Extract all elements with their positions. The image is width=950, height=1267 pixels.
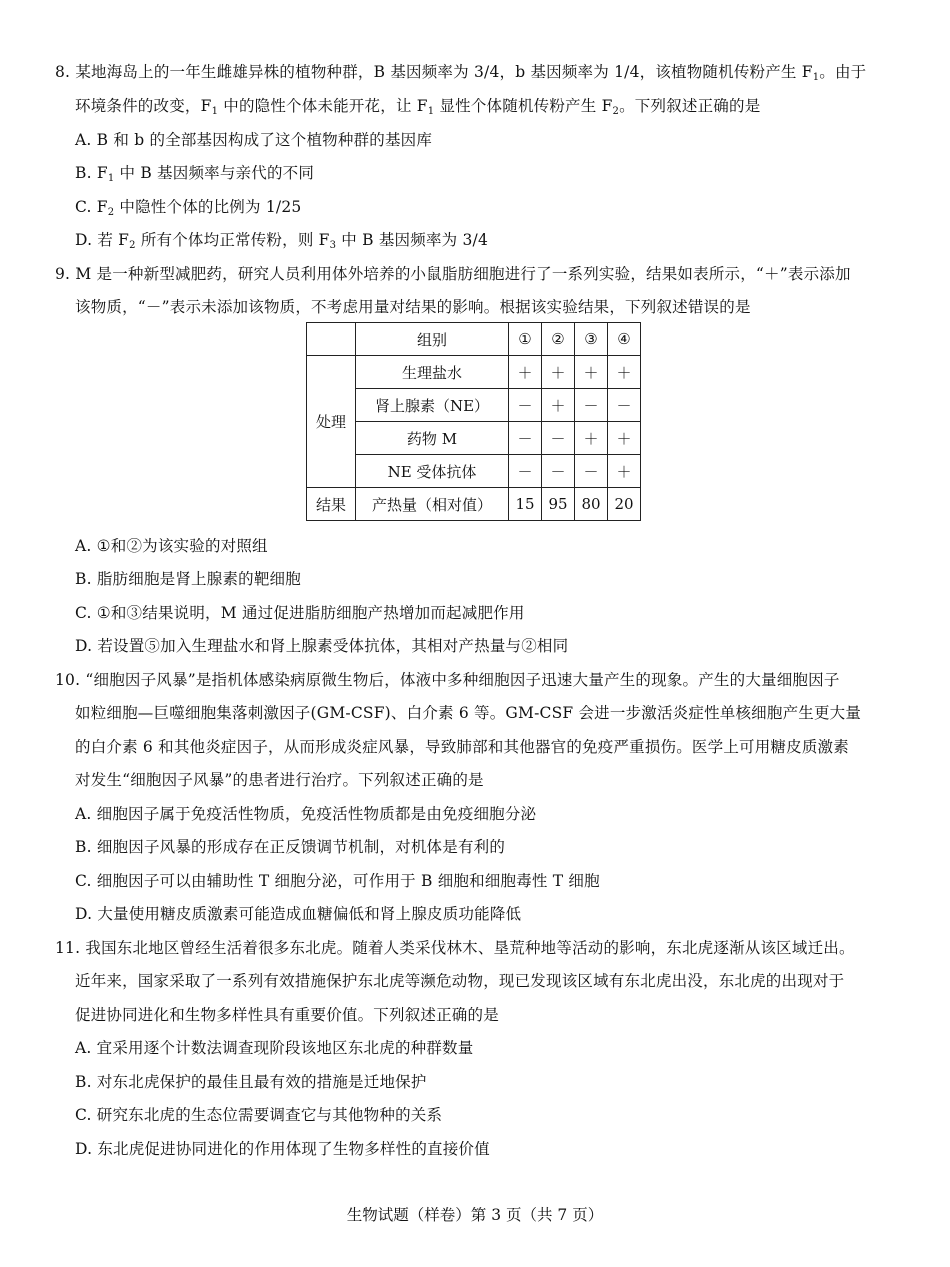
- group-id: ④: [608, 323, 641, 356]
- q10-stem-line1: 10. “细胞因子风暴”是指机体感染病原微生物后，体液中多种细胞因子迅速大量产生的现象。产生的大量细胞因子: [55, 671, 840, 689]
- experiment-table: [306, 322, 641, 521]
- table-cell: ＋: [608, 455, 641, 488]
- table-row: [307, 455, 641, 488]
- q10-stem-line3: 的白介素 6 和其他炎症因子，从而形成炎症风暴，导致肺部和其他器官的免疫严重损伤。医学上可用糖皮质激素: [75, 738, 849, 756]
- table-cell: ＋: [542, 356, 575, 389]
- q11-stem-line1: 11. 我国东北地区曾经生活着很多东北虎。随着人类采伐林木、垦荒种地等活动的影响，东北虎逐渐从该区域迁出。: [55, 939, 855, 957]
- q9-option-a: A. ①和②为该实验的对照组: [75, 537, 268, 555]
- q9-stem-line2: 该物质，“－”表示未添加该物质，不考虑用量对结果的影响。根据该实验结果，下列叙述错误的是: [75, 298, 751, 316]
- table-cell: ＋: [575, 356, 608, 389]
- q8-option-b: B. $F_1$ 中 B 基因频率与亲代的不同: [75, 164, 315, 184]
- row-name: 药物 M: [356, 422, 509, 455]
- q8-option-a: A. B 和 b 的全部基因构成了这个植物种群的基因库: [75, 131, 433, 149]
- table-cell: －: [542, 422, 575, 455]
- table-cell: －: [509, 422, 542, 455]
- table-cell: －: [509, 455, 542, 488]
- group-id: ①: [509, 323, 542, 356]
- treatment-label: 处理: [307, 356, 356, 488]
- table-cell: －: [608, 389, 641, 422]
- table-cell: ＋: [608, 356, 641, 389]
- q11-stem-line3: 促进协同进化和生物多样性具有重要价值。下列叙述正确的是: [75, 1006, 499, 1024]
- table-row: [307, 356, 641, 389]
- table-cell: 95: [542, 488, 575, 521]
- q9-option-d: D. 若设置⑤加入生理盐水和肾上腺素受体抗体，其相对产热量与②相同: [75, 637, 569, 655]
- q11-option-c: C. 研究东北虎的生态位需要调查它与其他物种的关系: [75, 1106, 443, 1124]
- table-cell: ＋: [608, 422, 641, 455]
- row-name: 肾上腺素（NE）: [356, 389, 509, 422]
- q10-option-a: A. 细胞因子属于免疫活性物质，免疫活性物质都是由免疫细胞分泌: [75, 805, 537, 823]
- row-name: 生理盐水: [356, 356, 509, 389]
- q10-option-c: C. 细胞因子可以由辅助性 T 细胞分泌，可作用于 B 细胞和细胞毒性 T 细胞: [75, 872, 600, 890]
- table-result-row: [307, 488, 641, 521]
- q10-stem-line4: 对发生“细胞因子风暴”的患者进行治疗。下列叙述正确的是: [75, 771, 484, 789]
- table-row: [307, 422, 641, 455]
- table-cell: ＋: [542, 389, 575, 422]
- table-header-row: [307, 323, 641, 356]
- table-cell: ＋: [509, 356, 542, 389]
- table-cell: 20: [608, 488, 641, 521]
- table-cell: －: [575, 455, 608, 488]
- q11-option-b: B. 对东北虎保护的最佳且最有效的措施是迁地保护: [75, 1073, 427, 1091]
- table-row: [307, 389, 641, 422]
- result-label: 结果: [307, 488, 356, 521]
- page-footer: 生物试题（样卷）第 3 页（共 7 页）: [346, 1206, 604, 1224]
- table-cell: 15: [509, 488, 542, 521]
- table-cell: －: [575, 389, 608, 422]
- group-id: ②: [542, 323, 575, 356]
- table-cell: －: [509, 389, 542, 422]
- q8-stem-line2: 环境条件的改变，$F_1$ 中的隐性个体未能开花，让 $F_1$ 显性个体随机传粉产生 $F_2$。下列叙述正确的是: [75, 97, 761, 117]
- q9-option-b: B. 脂肪细胞是肾上腺素的靶细胞: [75, 570, 301, 588]
- q11-stem-line2: 近年来，国家采取了一系列有效措施保护东北虎等濒危动物，现已发现该区域有东北虎出没，东北虎的出现对于: [75, 972, 845, 990]
- q11-option-d: D. 东北虎促进协同进化的作用体现了生物多样性的直接价值: [75, 1140, 490, 1158]
- q8-option-d: D. 若 $F_2$ 所有个体均正常传粉，则 $F_3$ 中 B 基因频率为 3/4: [75, 231, 489, 251]
- q10-option-d: D. 大量使用糖皮质激素可能造成血糖偏低和肾上腺皮质功能降低: [75, 905, 522, 923]
- q8-stem-line1: 8. 某地海岛上的一年生雌雄异株的植物种群，B 基因频率为 3/4，b 基因频率为 1/4，该植物随机传粉产生 $F_1$。由于: [55, 63, 867, 83]
- table-cell: －: [542, 455, 575, 488]
- group-header: 组别: [356, 323, 509, 356]
- table-cell: ＋: [575, 422, 608, 455]
- q9-option-c: C. ①和③结果说明，M 通过促进脂肪细胞产热增加而起减肥作用: [75, 604, 525, 622]
- row-name: 产热量（相对值）: [356, 488, 509, 521]
- q10-stem-line2: 如粒细胞—巨噬细胞集落刺激因子(GM-CSF)、白介素 6 等。GM-CSF 会进一步激活炎症性单核细胞产生更大量: [75, 704, 862, 722]
- q8-option-c: C. $F_2$ 中隐性个体的比例为 1/25: [75, 198, 302, 218]
- table-cell: 80: [575, 488, 608, 521]
- q9-stem-line1: 9. M 是一种新型减肥药，研究人员利用体外培养的小鼠脂肪细胞进行了一系列实验，结果如表所示，“＋”表示添加: [55, 265, 851, 283]
- row-name: NE 受体抗体: [356, 455, 509, 488]
- q10-option-b: B. 细胞因子风暴的形成存在正反馈调节机制，对机体是有利的: [75, 838, 506, 856]
- q11-option-a: A. 宜采用逐个计数法调查现阶段该地区东北虎的种群数量: [75, 1039, 474, 1057]
- group-id: ③: [575, 323, 608, 356]
